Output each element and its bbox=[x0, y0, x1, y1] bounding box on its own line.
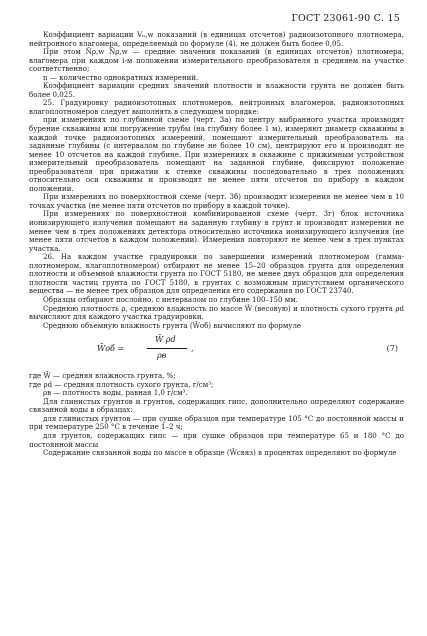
fraction-bar bbox=[147, 348, 187, 349]
paragraph: При этом N̄ρ,w N̄ρ,w — средние значения показаний (в единицах отсчетов) плотномера, влагомера при каждом i-м положении измерительного преобразователя n средняем на участке соответственно; bbox=[29, 47, 404, 74]
formula-number: (7) bbox=[386, 344, 398, 354]
document-body bbox=[29, 31, 404, 458]
definition: ρв — плотность воды, равная 1,0 г/см³. bbox=[43, 388, 188, 398]
formula-7 bbox=[29, 334, 404, 368]
paragraph: Для глинистых грунтов и грунтов, содержащих гипс, дополнительно определяют содержание связанной воды в образцах: bbox=[29, 396, 404, 415]
formula-numerator: W̄ ρd bbox=[155, 335, 176, 345]
paragraph: n — количество однократных измерений. bbox=[43, 72, 199, 82]
definition: где W̄ — средняя влажность грунта, %; bbox=[29, 371, 176, 381]
paragraph: Образцы отбирают послойно, с интервалом по глубине 100–150 мм. bbox=[43, 294, 298, 304]
paragraph: Коэффициент вариации средних значений плотности и влажности грунта не должен быть более 0,025. bbox=[29, 81, 404, 99]
paragraph: При измерениях по поверхностной схеме (черт. 3б) производят измерения не менее чем в 10 точках участка (не менее пяти отсчетов по прибору в каждой точке). bbox=[29, 192, 404, 210]
paragraph: Коэффициент вариации Vₙ,w показаний (в единицах отсчетов) радиоизотопного плотномера, нейтронного влагомера, определяемый по формуле (4), не должен быть более 0,05. bbox=[29, 30, 404, 48]
paragraph: Среднюю объемную влажность грунта (W̄об) вычисляют по формуле bbox=[43, 320, 302, 330]
paragraph: при измерениях по глубинной схеме (черт. 3а) по центру выбранного участка производят бурение скважины или погружение трубы (на глубину более 1 м), измеряют диаметр скважины в каждой точке радиоизотопных измерений, помещают измерительный преобразователь на заданные глубины (с интервалом по глубине не более 10 см), центрируют его и производят не менее 10 отсчетов на каждой глубине. При измерениях в скважине с прижимным устройством измерительный преобразователь помещают на заданной глубине, фиксируют положение преобразователя при прижатии к стенке скважины последовательно в трех положениях относительно оси скважины и производят не менее пяти отсчетов по прибору в каждом положении. bbox=[29, 115, 404, 193]
paragraph: для глинистых грунтов — при сушке образцов при температуре 105 °С до постоянной массы и при температуре 250 °С в течение 1–2 ч; bbox=[29, 413, 404, 432]
paragraph: Содержание связанной воды по массе в образце (W̄связ) в процентах определяют по формуле bbox=[43, 448, 397, 458]
formula-comma: , bbox=[191, 344, 194, 354]
page-header: ГОСТ 23061-90 С. 15 bbox=[291, 13, 400, 24]
paragraph: 25. Градуировку радиоизотопных плотномеров, нейтронных влагомеров, радиоизотопных влагоплотномеров следует выполнять в следующем порядке: bbox=[29, 98, 404, 116]
formula-denominator: ρв bbox=[157, 351, 167, 361]
formula-lhs: W̄об = bbox=[97, 344, 125, 354]
paragraph: для грунтов, содержащих гипс — при сушке образцов при температуре 65 и 180 °С до постоянной массы bbox=[29, 430, 404, 449]
paragraph: При измерениях по поверхностной комбинированной схеме (черт. 3г) блок источника ионизирующего излучения помещают на заданную глубину в грунт и производят измерения не менее чем в трех положениях детектора относительно источника ионизирующего излучения (не менее пяти отсчетов в каждом положении). Измерения повторяют не менее чем в трех пунктах участка. bbox=[29, 209, 404, 253]
paragraph: Среднюю плотность ρ, среднюю влажность по массе W̄ (весовую) и плотность сухого грунта ρd вычисляют для каждого участка градуировки. bbox=[29, 303, 404, 322]
paragraph: 26. На каждом участке градуировки по завершении измерений плотномером (гамма-плотномером, влагоплотномером) отбирают не менее 15–20 образцов грунта для определения плотности и объемной влажности грунта по ГОСТ 5180, не менее двух образцов для определения плотности частиц грунта по ГОСТ 5180, в грунтах с возможным присутствием органического вещества — не менее трех образцов для определения его содержания по ГОСТ 23740. bbox=[29, 252, 404, 296]
definition: где ρd — средняя плотность сухого грунта, г/см³; bbox=[29, 379, 214, 389]
